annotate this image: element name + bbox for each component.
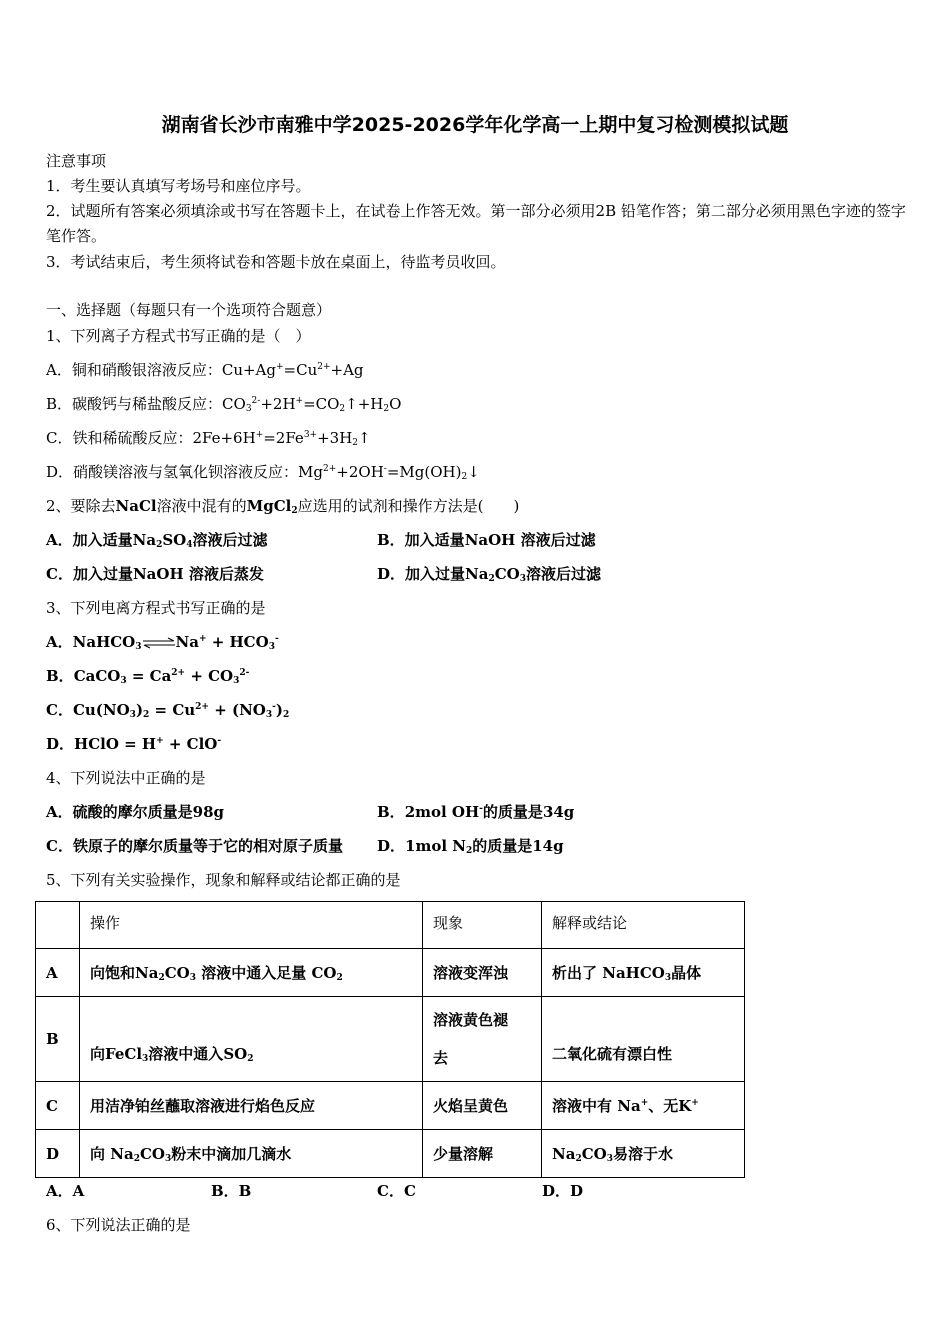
table-header-row: [36, 902, 745, 949]
q1-c-label: C．铁和稀硫酸反应：: [46, 429, 193, 447]
row-operation: 向 $Na_2CO_3$粉末中滴加几滴水: [80, 1130, 423, 1178]
row-operation: 用洁净铂丝蘸取溶液进行焰色反应: [80, 1082, 423, 1130]
q6-stem: 6、下列说法正确的是: [46, 1216, 191, 1234]
q3-option-a[interactable]: A．NaHCO$_3$ $Na^+ + HCO_3^-$: [46, 633, 279, 652]
table-header-cell: 解释或结论: [542, 902, 745, 949]
q4-option-b[interactable]: B．2mol OH-的质量是34g: [377, 803, 575, 821]
table-header-cell: 操作: [80, 902, 423, 949]
q3-option-c[interactable]: C．$Cu(NO_3)_2 = Cu^{2+} + (NO_3^-)_2$: [46, 701, 290, 720]
experiment-table: [35, 901, 745, 1178]
q3-stem: 3、下列电离方程式书写正确的是: [46, 599, 266, 617]
row-label: D: [36, 1130, 80, 1178]
q2-option-b[interactable]: B．加入适量NaOH 溶液后过滤: [377, 531, 596, 549]
row-phenomenon: 少量溶解: [423, 1130, 542, 1178]
notice-heading: 注意事项: [46, 152, 107, 170]
row-conclusion: 二氧化硫有漂白性: [542, 997, 745, 1082]
q1-b-eq: $CO_3^{2-}+2H^+=CO_2↑+H_2O$: [222, 395, 402, 414]
row-operation: 向FeCl$_3$溶液中通入$SO_2$: [80, 997, 423, 1082]
q1-c-eq: $2Fe+6H^+=2Fe^{3+}+3H_2↑$: [192, 429, 371, 448]
page-title: 湖南省长沙市南雅中学2025-2026学年化学高一上期中复习检测模拟试题: [161, 114, 789, 136]
section-heading: 一、选择题（每题只有一个选项符合题意）: [46, 301, 332, 319]
q1-stem: 1、下列离子方程式书写正确的是（ ）: [46, 327, 311, 345]
q5-option-a[interactable]: A．A: [46, 1182, 85, 1200]
row-phenomenon: 火焰呈黄色: [423, 1082, 542, 1130]
notice-item-3: 3．考试结束后，考生须将试卷和答题卡放在桌面上，待监考员收回。: [46, 253, 506, 271]
reversible-arrow-icon: [142, 637, 176, 649]
q4-stem: 4、下列说法中正确的是: [46, 769, 206, 787]
q3-option-d[interactable]: D．HClO = H+ + ClO-: [46, 735, 222, 753]
q1-d-eq: $Mg^{2+}+2OH^-=Mg(OH)_2↓$: [298, 463, 480, 482]
q2-option-d[interactable]: D．加入过量$Na_2CO_3$溶液后过滤: [377, 565, 602, 584]
table-row: [36, 949, 745, 997]
q3-option-b[interactable]: B．CaCO$_3$ = $Ca^{2+} + CO_3^{2-}$: [46, 667, 250, 686]
q4-option-c[interactable]: C．铁原子的摩尔质量等于它的相对原子质量: [46, 837, 343, 855]
q1-b-label: B．碳酸钙与稀盐酸反应：: [46, 395, 223, 413]
q4-option-d[interactable]: D．1mol $N_2$的质量是14g: [377, 837, 564, 856]
q2-option-c[interactable]: C．加入过量NaOH 溶液后蒸发: [46, 565, 264, 583]
row-phenomenon: 溶液黄色褪 去: [423, 997, 542, 1082]
q5-stem: 5、下列有关实验操作，现象和解释或结论都正确的是: [46, 871, 401, 889]
row-conclusion: $Na_2CO_3$易溶于水: [542, 1130, 745, 1178]
row-phenomenon: 溶液变浑浊: [423, 949, 542, 997]
table-header-cell: 现象: [423, 902, 542, 949]
q1-option-b[interactable]: [46, 394, 401, 414]
q5-option-c[interactable]: C．C: [377, 1182, 416, 1200]
row-conclusion: 析出了 NaHCO$_3$晶体: [542, 949, 745, 997]
row-operation: 向饱和$Na_2CO_3$ 溶液中通入足量 $CO_2$: [80, 949, 423, 997]
q1-option-a[interactable]: [46, 360, 364, 380]
row-label: A: [36, 949, 80, 997]
q1-option-d[interactable]: [46, 462, 480, 482]
notice-item-1: 1．考生要认真填写考场号和座位序号。: [46, 177, 311, 195]
table-row: [36, 1130, 745, 1178]
table-header-cell: [36, 902, 80, 949]
table-row: [36, 1082, 745, 1130]
q1-a-label: A．铜和硝酸银溶液反应：: [46, 361, 222, 379]
table-row: [36, 997, 745, 1082]
q1-a-eq: $Cu+Ag^+=Cu^{2+}+Ag$: [221, 361, 364, 379]
q2-option-a[interactable]: A．加入适量$Na_2SO_4$溶液后过滤: [46, 531, 268, 550]
q2-stem: 2、要除去NaCl溶液中混有的MgCl$_2$应选用的试剂和操作方法是( ): [46, 497, 520, 516]
row-conclusion: 溶液中有 Na+、无K+: [542, 1082, 745, 1130]
q5-option-b[interactable]: B．B: [211, 1182, 252, 1200]
q1-d-label: D．硝酸镁溶液与氢氧化钡溶液反应：: [46, 463, 299, 481]
row-label: B: [36, 997, 80, 1082]
q4-option-a[interactable]: A．硫酸的摩尔质量是98g: [46, 803, 225, 821]
row-label: C: [36, 1082, 80, 1130]
notice-item-2: 2．试题所有答案必须填涂或书写在答题卡上，在试卷上作答无效。第一部分必须用2B 铅笔作答；第二部分必须用黑色字迹的签字笔作答。: [46, 202, 906, 245]
q1-option-c[interactable]: [46, 428, 371, 448]
q5-option-d[interactable]: D．D: [542, 1182, 584, 1200]
